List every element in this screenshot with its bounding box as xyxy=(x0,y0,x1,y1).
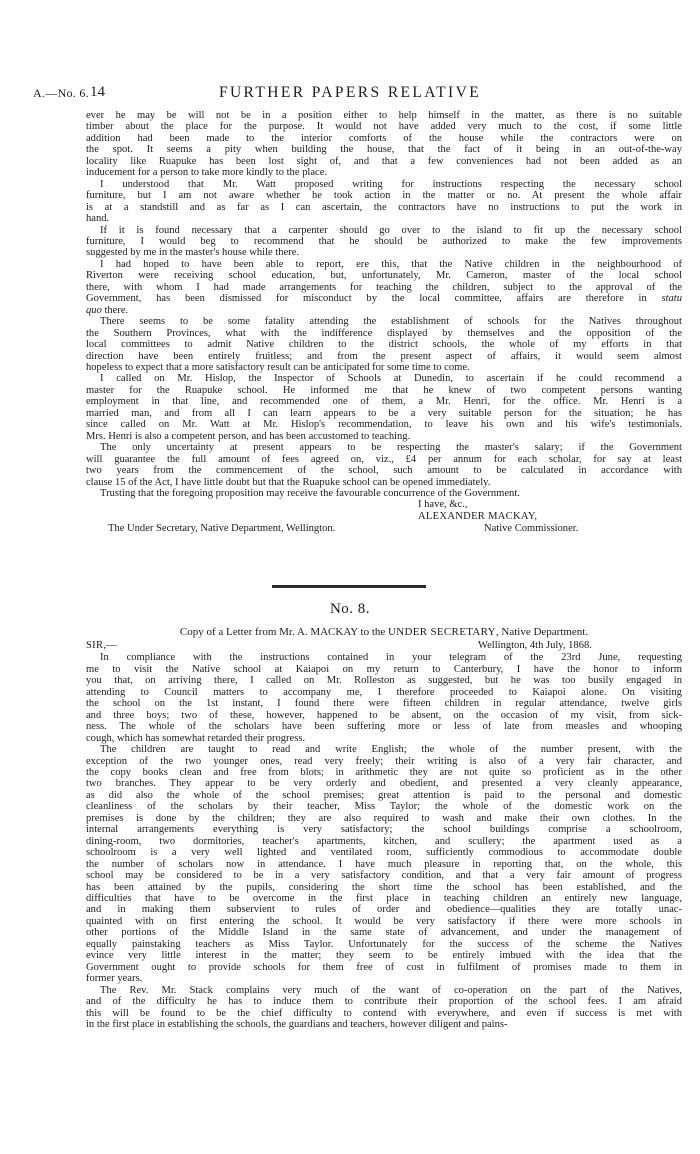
text-line: If it is found necessary that a carpenter should go over to the island to fit up the necessary school xyxy=(100,224,682,236)
text-line: quo there. xyxy=(86,304,129,316)
letter-body xyxy=(86,652,682,1030)
text-line: equally painstaking teachers as Miss Taylor. Unfortunately for the success of the scheme the Natives xyxy=(86,938,682,950)
text-line: schoolroom is a very well lighted and ventilated room, sufficiently commodious to accommodate double xyxy=(86,847,682,859)
text-line: The children are taught to read and write English; the whole of the number present, with the xyxy=(100,744,682,756)
closing: I have, &c., xyxy=(418,499,468,511)
text-line: clause 15 of the Act, I have little doubt but that the Ruapuke school can be opened immediately. xyxy=(86,476,491,488)
place-date: Wellington, 4th July, 1868. xyxy=(478,640,592,652)
text-line: difficulties that have to be overcome in the first place in teaching children an entirely new language, xyxy=(86,892,682,904)
running-header xyxy=(0,84,700,104)
text-line: internal arrangements everything is very satisfactory; the school buildings comprise a schoolroom, xyxy=(86,824,682,836)
text-line: the number of scholars now in attendance. I have much pleasure in reporting that, on the whole, this xyxy=(86,858,682,870)
running-title: FURTHER PAPERS RELATIVE xyxy=(218,84,482,101)
text-line: school may be considered to be in a very satisfactory condition, and that a very fair amount of progress xyxy=(86,870,682,882)
text-line: will guarantee the full amount of fees agreed on, viz., £4 per annum for each scholar, for say at least xyxy=(86,453,682,465)
section-heading: No. 8. xyxy=(329,601,371,617)
letter-title-recipient: UNDER SECRETARY xyxy=(388,626,496,638)
text-line: and in making them subservient to rules of order and obedience—qualities they are totally unac- xyxy=(86,904,682,916)
letter-title xyxy=(86,627,682,638)
paper-reference: A.—No. 6. xyxy=(33,86,90,100)
text-line: you that, on arriving there, I called on Mr. Rolleston as suggested, but he was too busily engaged in xyxy=(86,675,682,687)
text-line: and of the difficulty he has to induce them to contribute their proportion of the school fees. I am afraid xyxy=(86,996,682,1008)
text-line: ever he may be will not be in a position either to help himself in the matter, as there is no suitable xyxy=(86,110,682,121)
text-line: as did also the whole of the school premises; great attention is paid to the personal and domestic xyxy=(86,789,682,801)
text-line: ness. The whole of the scholars have been suffering more or less of late from measles and whooping xyxy=(86,721,682,733)
text-line: furniture, I would beg to recommend that he should be authorized to make the few improvements xyxy=(86,235,682,247)
text-line: has been attained by the pupils, considering the short time the school has been established, and the xyxy=(86,881,682,893)
addressee: The Under Secretary, Native Department, Wellington. xyxy=(108,523,336,535)
text-line: two branches. They appear to be very orderly and obedient, and presented a very cleanly appearance, xyxy=(86,778,682,790)
text-line: furniture, but I am not aware whether he took action in the matter or no. At present the whole affair xyxy=(86,190,682,202)
text-line: suggested by me in the master's house while there. xyxy=(86,247,300,259)
text-line: In compliance with the instructions contained in your telegram of the 23rd June, requesting xyxy=(100,652,682,664)
text-line: married man, and from all I can learn appears to be a very suitable person for the situation; he has xyxy=(86,407,682,419)
signatory: ALEXANDER MACKAY, xyxy=(418,510,538,522)
signatory-title: Native Commissioner. xyxy=(484,523,579,535)
salutation: SIR,— xyxy=(86,640,118,652)
text-line: addition had been made to the interior comforts of the house while the contractors were on xyxy=(86,132,682,144)
text-line: cleanliness of the scholars by their teacher, Miss Taylor; the whole of the domestic work on the xyxy=(86,801,682,813)
text-line: evince very little interest in the matter; they seem to be entirely imbued with the idea that the xyxy=(86,950,682,962)
text-line: other portions of the Middle Island in the same state of advancement, and under the management of xyxy=(86,927,682,939)
letter-title-prefix: Copy of a Letter from Mr. A. MACKAY to the xyxy=(179,626,386,638)
letter-no-8 xyxy=(86,627,682,1030)
text-line: Riverton were receiving school education, but, unfortunately, Mr. Cameron, master of the local school xyxy=(86,270,682,282)
text-line: master for the Ruapuke school. He informed me that he knew of two competent persons wanting xyxy=(86,384,682,396)
section-divider xyxy=(272,585,426,588)
page-number: 14 xyxy=(90,84,105,100)
address-line xyxy=(86,522,682,535)
letter-continued xyxy=(86,110,682,535)
text-line: Trusting that the foregoing proposition may receive the favourable concurrence of the Government. xyxy=(100,487,520,499)
text-line: me to visit the Native school at Kaiapoi on my return to Canterbury, I have the honor to inform xyxy=(86,663,682,675)
text-line: The only uncertainty at present appears to be respecting the master's salary; if the Government xyxy=(100,442,682,454)
text-line: Government, has been dismissed for misconduct by the local committee, affairs are therefore in statu xyxy=(86,293,682,305)
text-line: former years. xyxy=(86,973,143,985)
text-line: Government ought to provide schools for them free of cost in fulfilment of promises made to them in xyxy=(86,961,682,973)
text-line: hand. xyxy=(86,213,110,225)
text-line: local committees to admit Native children to the district schools, the whole of my efforts in that xyxy=(86,339,682,351)
text-line: inducement for a person to take more kindly to the place. xyxy=(86,167,328,179)
text-line: The Rev. Mr. Stack complains very much of the want of co-operation on the part of the Natives, xyxy=(100,984,682,996)
text-line: attending to Council matters to accompany me, I therefore proceeded to Kaiapoi alone. On visiting xyxy=(86,686,682,698)
text-line: the Southern Provinces, what with the indifference displayed by themselves and the opposition of the xyxy=(86,327,682,339)
text-line: I understood that Mr. Watt proposed writing for instructions respecting the necessary school xyxy=(100,178,682,190)
text-line: the school on the 1st instant, I found there were fifteen children in regular attendance, twelve girls xyxy=(86,698,682,710)
text-line: quainted with on first entering the school. It would be very satisfactory if there were more schools in xyxy=(86,915,682,927)
text-line: direction have been entirely fruitless; and from the present aspect of affairs, it would seem almost xyxy=(86,350,682,362)
text-line: I called on Mr. Hislop, the Inspector of Schools at Dunedin, to ascertain if he could recommend a xyxy=(100,373,682,385)
text-line: premises is done by the children; they are also required to wash and make their own clothes. In the xyxy=(86,812,682,824)
text-line: the copy books clean and free from blots; in arithmetic they are not quite so proficient as in the other xyxy=(86,766,682,778)
text-line: is at a standstill and as far as I can ascertain, the contractors have no instructions to put the work in xyxy=(86,201,682,213)
letter-body xyxy=(86,110,682,499)
text-line: in the first place in establishing the schools, the guardians and teachers, however diligent and pains- xyxy=(86,1018,508,1030)
text-line: the spot. It seems a pity when building the house, that the fact of it being in an out-of-the-way xyxy=(86,144,682,156)
text-line: timber about the place for the purpose. It would not have added very much to the cost, if some little xyxy=(86,121,682,133)
text-line: locality like Ruapuke has been lost sight of, and that a few conveniences had not been added as an xyxy=(86,155,682,167)
text-line: Mrs. Henri is also a competent person, and has been accustomed to teaching. xyxy=(86,430,411,442)
text-line: there, with whom I had made arrangements for teaching the children, subject to the approval of the xyxy=(86,281,682,293)
text-line: I had hoped to have been able to report, ere this, that the Native children in the neighbourhood of xyxy=(100,258,682,270)
text-line: two years from the commencement of the school, such amount to be calculated in accordance with xyxy=(86,465,682,477)
text-line: this will be found to be the chief difficulty to contend with everywhere, and even if success is met with xyxy=(86,1007,682,1019)
text-line: since called on Mr. Watt at Mr. Hislop's recommendation, to leave his own and his wife's testimonials. xyxy=(86,419,682,431)
text-line: exception of the two younger ones, read very freely; their writing is also of a very fair character, and xyxy=(86,755,682,767)
text-line: and three boys; two of these, however, happened to be absent, on the occasion of my visit, from sick- xyxy=(86,709,682,721)
text-line: dining-room, two dormitories, teacher's apartments, kitchen, and scullery; the apartment used as a xyxy=(86,835,682,847)
text-line: hopeless to expect that a more satisfactory result can be anticipated for some time to come. xyxy=(86,361,470,373)
salutation-line xyxy=(86,640,682,652)
letter-title-suffix: , Native Department. xyxy=(495,626,589,638)
text-line: employment in that line, and recommended one of them, a Mr. Henri, for the office. Mr. Henri is a xyxy=(86,396,682,408)
text-line: There seems to be some fatality attending the establishment of schools for the Natives throughout xyxy=(100,316,682,328)
text-line: cough, which has somewhat retarded their progress. xyxy=(86,732,306,744)
